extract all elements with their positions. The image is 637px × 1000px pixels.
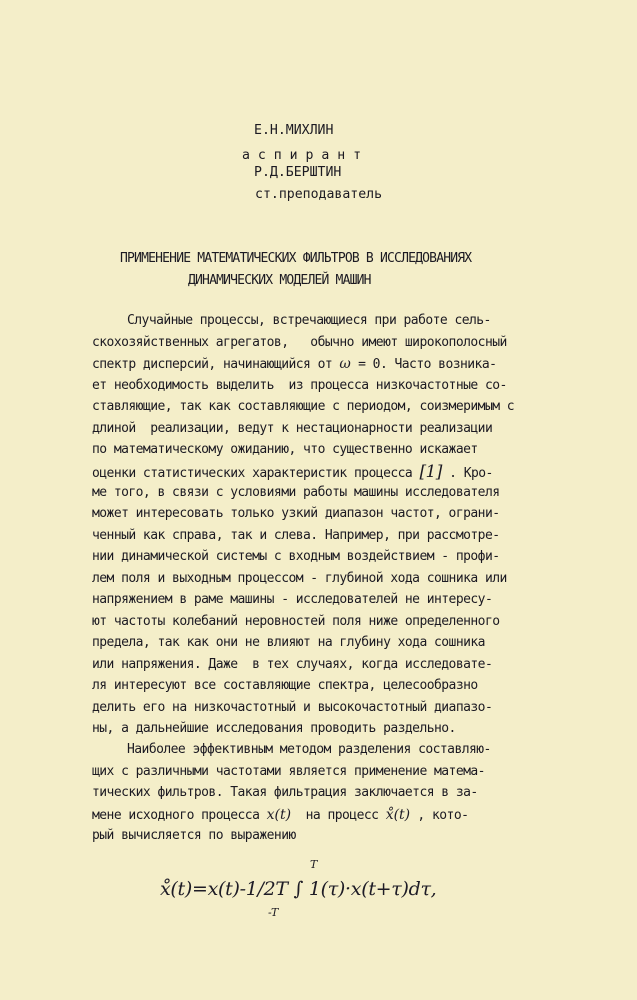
integral-upper-limit: T bbox=[310, 858, 318, 871]
body-line: ченный как справа, так и слева. Например, при рассмотре- bbox=[92, 528, 500, 543]
body-line: напряжением в раме машины - исследователей не интересу- bbox=[92, 592, 493, 607]
body-text: мене исходного процесса bbox=[92, 808, 267, 823]
body-line: ют частоты колебаний неровностей поля ниже определенного bbox=[92, 614, 500, 629]
title-line-2: ДИНАМИЧЕСКИХ МОДЕЛЕЙ МАШИН bbox=[188, 273, 371, 288]
body-line: ме того, в связи с условиями работы машины исследователя bbox=[92, 485, 500, 500]
author-role-2: ст.преподаватель bbox=[255, 187, 383, 202]
body-line bbox=[92, 808, 468, 822]
body-line: рый вычисляется по выражению bbox=[92, 828, 296, 843]
body-line: делить его на низкочастотный и высокочастотный диапазо- bbox=[92, 700, 493, 715]
body-text: , кото- bbox=[410, 808, 469, 823]
integral-lower-limit: -T bbox=[268, 906, 279, 919]
body-text: = 0. Часто возника- bbox=[350, 357, 497, 372]
author-name-2: Р.Д.БЕРШТИН bbox=[254, 165, 342, 180]
filter-formula bbox=[160, 858, 480, 918]
body-line: ет необходимость выделить из процесса низкочастотные со- bbox=[92, 378, 507, 393]
body-line: по математическому ожиданию, что существенно искажает bbox=[92, 442, 478, 457]
body-line bbox=[92, 357, 496, 371]
body-line: может интересовать только узкий диапазон частот, ограни- bbox=[92, 506, 500, 521]
function-x-of-t: x(t) bbox=[266, 807, 292, 823]
author-name-1: Е.Н.МИХЛИН bbox=[254, 123, 334, 138]
body-line: ставляющие, так как составляющие с периодом, соизмеримым с bbox=[92, 399, 515, 414]
body-line: скохозяйственных агрегатов, обычно имеют широкополосный bbox=[92, 335, 507, 350]
formula-expression: x̊(t)=x(t)-1/2T ∫ 1(τ)·x(t+τ)dτ, bbox=[160, 878, 437, 900]
body-line bbox=[92, 464, 493, 481]
body-line: щих с различными частотами является применение матема- bbox=[92, 764, 485, 779]
body-line: ны, а дальнейшие исследования проводить раздельно. bbox=[92, 721, 456, 736]
body-line: лем поля и выходным процессом - глубиной хода сошника или bbox=[92, 571, 507, 586]
body-line: Случайные процессы, встречающиеся при работе сель- bbox=[127, 313, 491, 328]
title-line-1: ПРИМЕНЕНИЕ МАТЕМАТИЧЕСКИХ ФИЛЬТРОВ В ИССЛЕДОВАНИЯХ bbox=[120, 251, 472, 266]
author-role-1: а с п и р а н т bbox=[242, 148, 362, 163]
reference-marker: [1] bbox=[419, 462, 442, 482]
body-text: на процесс bbox=[291, 808, 386, 823]
body-line: длиной реализации, ведут к нестационарности реализации bbox=[92, 421, 493, 436]
body-text: спектр дисперсий, начинающийся от bbox=[92, 357, 340, 372]
function-x-circ-of-t: x̊(t) bbox=[385, 807, 411, 823]
body-text: . Кро- bbox=[441, 466, 493, 481]
omega-symbol: ω bbox=[339, 356, 351, 372]
body-line: предела, так как они не влияют на глубину хода сошника bbox=[92, 635, 485, 650]
body-line: нии динамической системы с входным воздействием - профи- bbox=[92, 549, 500, 564]
body-line: или напряжения. Даже в тех случаях, когда исследовате- bbox=[92, 657, 493, 672]
body-line: Наиболее эффективным методом разделения составляю- bbox=[127, 742, 491, 757]
body-line: тических фильтров. Такая фильтрация заключается в за- bbox=[92, 785, 478, 800]
body-text: оценки статистических характеристик процесса bbox=[92, 466, 420, 481]
body-line: ля интересуют все составляющие спектра, целесообразно bbox=[92, 678, 478, 693]
